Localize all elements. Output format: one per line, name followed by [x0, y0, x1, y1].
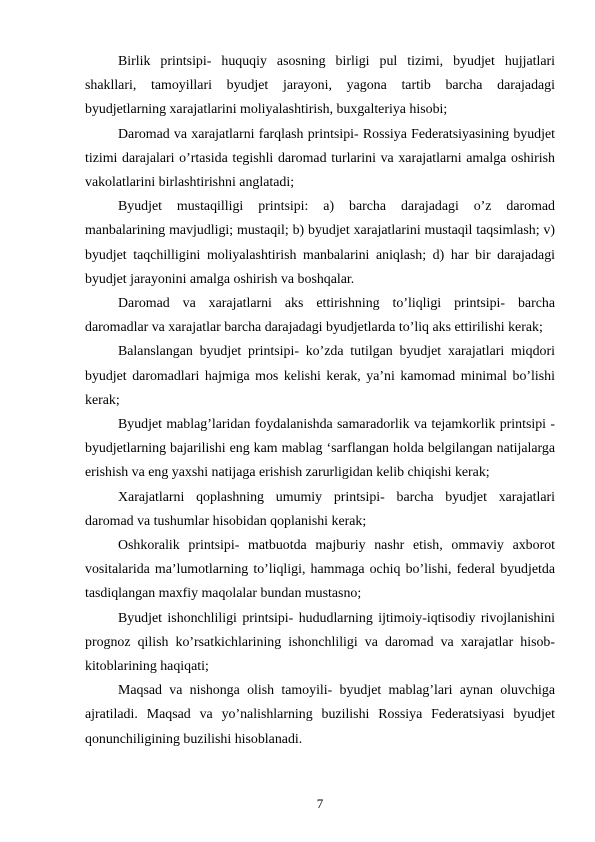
paragraph-reliability-principle: Byudjet ishonchliligi printsipi- hududlarning ijtimoiy-iqtisodiy rivojlanishini prognoz qilish ko’rsatkichlarining ishonchliligi va daromad va xarajatlar hisob-kitoblarining haqiqati; [85, 610, 555, 675]
document-body [85, 50, 555, 752]
paragraph-targeting-principle: Maqsad va nishonga olish tamoyili- byudjet mablag’lari aynan oluvchiga ajratiladi. Maqsad va yo’nalishlarning buzilishi Rossiya Federatsiyasi byudjet qonunchiligining buzilishi hisoblanadi. [85, 683, 555, 747]
paragraph-balanced-budget: Balanslangan byudjet printsipi- ko’zda tutilgan byudjet xarajatlari miqdori byudjet daromadlari hajmiga mos kelishi kerak, ya’ni kamomad minimal bo’lishi kerak; [85, 344, 555, 408]
paragraph-unity-principle: Birlik printsipi- huquqiy asosning birligi pul tizimi, byudjet hujjatlari shakllari, tamoyillari byudjet jarayoni, yagona tartib barcha darajadagi byudjetlarning xarajatlarini moliyalashtirish, buxgalteriya hisobi; [85, 54, 555, 118]
paragraph-efficiency-principle: Byudjet mablag’laridan foydalanishda samaradorlik va tejamkorlik printsipi - byudjetlarning bajarilishi eng kam mablag ‘sarflangan holda belgilangan natijalarga erishish va eng yaxshi natijaga erishish zarurligidan kelib chiqishi kerak; [85, 417, 555, 481]
paragraph-budget-independence: Byudjet mustaqilligi printsipi: a) barcha darajadagi o’z daromad manbalarining mavjudligi; mustaqil; b) byudjet xarajatlarini mustaqil taqsimlash; v) byudjet taqchilligini moliyalashtirish manbalarini aniqlash; d) har bir darajadagi byudjet jarayonini amalga oshirish va boshqalar. [85, 199, 555, 287]
paragraph-expense-coverage: Xarajatlarni qoplashning umumiy printsipi- barcha byudjet xarajatlari daromad va tushumlar hisobidan qoplanishi kerak; [85, 489, 555, 529]
paragraph-revenue-expense-separation: Daromad va xarajatlarni farqlash printsipi- Rossiya Federatsiyasining byudjet tizimi darajalari o’rtasida tegishli daromad turlarini va xarajatlarni amalga oshirish vakolatlarini birlashtirishni anglatadi; [85, 126, 555, 191]
paragraph-transparency-principle: Oshkoralik printsipi- matbuotda majburiy nashr etish, ommaviy axborot vositalarida ma’lumotlarning to’liqligi, hammaga ochiq bo’lishi, federal byudjetda tasdiqlangan maxfiy maqolalar bundan mustasno; [85, 538, 555, 602]
paragraph-completeness-principle: Daromad va xarajatlarni aks ettirishning to’liqligi printsipi- barcha daromadlar va xarajatlar barcha darajadagi byudjetlarda to’liq aks ettirilishi kerak; [85, 296, 555, 336]
page-number: 7 [316, 796, 324, 811]
